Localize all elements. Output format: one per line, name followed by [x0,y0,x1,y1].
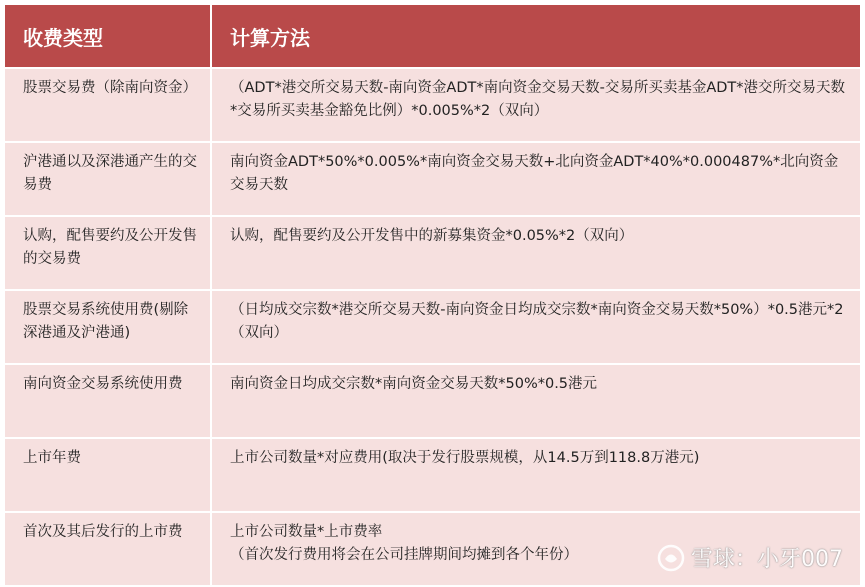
method-cell: （ADT*港交所交易天数-南向资金ADT*南向资金交易天数-交易所买卖基金ADT*港交所交易天数*交易所买卖基金豁免比例）*0.005%*2（双向） [212,69,860,141]
method-cell: 南向资金日均成交宗数*南向资金交易天数*50%*0.5港元 [212,365,860,437]
fee-type-cell: 股票交易系统使用费(剔除深港通及沪港通) [5,291,210,363]
watermark-text: 雪球：小牙007 [691,547,843,572]
snowball-logo-icon [657,544,685,572]
header-fee-type: 收费类型 [5,5,210,67]
fee-type-cell: 认购，配售要约及公开发售的交易费 [5,217,210,289]
fee-table [3,3,862,587]
table-header-row [5,5,860,67]
fee-type-cell: 沪港通以及深港通产生的交易费 [5,143,210,215]
fee-type-cell: 股票交易费（除南向资金） [5,69,210,141]
table-row [5,365,860,437]
table-row [5,439,860,511]
method-cell: 认购，配售要约及公开发售中的新募集资金*0.05%*2（双向） [212,217,860,289]
table-row [5,69,860,141]
method-cell: 南向资金ADT*50%*0.005%*南向资金交易天数+北向资金ADT*40%*0.000487%*北向资金交易天数 [212,143,860,215]
method-note: （首次发行费用将会在公司挂牌期间均摊到各个年份） [230,547,578,563]
table-row [5,291,860,363]
header-calculation-method: 计算方法 [212,5,860,67]
method-cell: 上市公司数量*对应费用(取决于发行股票规模，从14.5万到118.8万港元) [212,439,860,511]
watermark [657,542,843,573]
method-cell: （日均成交宗数*港交所交易天数-南向资金日均成交宗数*南向资金交易天数*50%）*0.5港元*2（双向） [212,291,860,363]
method-line: 上市公司数量*上市费率 [230,524,383,540]
fee-type-cell: 上市年费 [5,439,210,511]
table-row [5,143,860,215]
fee-type-cell: 南向资金交易系统使用费 [5,365,210,437]
fee-type-cell: 首次及其后发行的上市费 [5,513,210,585]
table-row [5,217,860,289]
